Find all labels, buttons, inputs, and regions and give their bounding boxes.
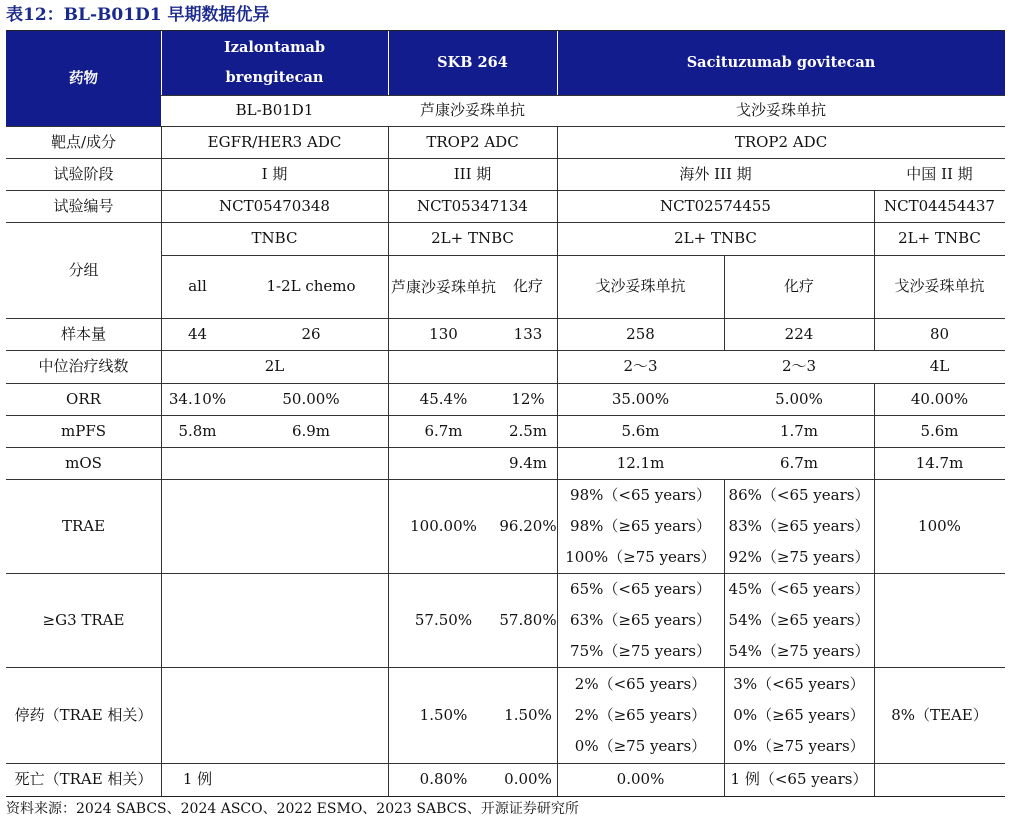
cell-mpfs-6: 1.7m: [779, 421, 819, 440]
cell-trae-4: 96.20%: [499, 516, 557, 535]
header-col2: SKB 264: [437, 54, 508, 71]
header-col-sacituzumab: [557, 31, 1005, 95]
cell-sample-3: 130: [429, 324, 458, 343]
cell-sample-4: 133: [513, 324, 543, 343]
cell-trial-2: NCT05347134: [417, 196, 528, 215]
trae-sacit-line: 98%（≥65 years）: [570, 516, 711, 535]
stop-chemo-line: 0%（≥75 years）: [733, 736, 865, 755]
cell-target-1: EGFR/HER3 ADC: [207, 132, 342, 151]
cell-mpfs-4: 2.5m: [508, 421, 548, 440]
row-label-mpfs: mPFS: [61, 421, 106, 440]
cell-stop-chemo: [724, 667, 874, 763]
cell-phase-4: 中国 II 期: [906, 164, 973, 183]
cell-target-3: TROP2 ADC: [734, 132, 828, 151]
cell-lines-c: 2～3: [781, 357, 817, 375]
cell-mpfs-1: 5.8m: [178, 421, 217, 440]
g3-chemo-line: 54%（≥75 years）: [728, 641, 870, 660]
g3-sacit-line: 75%（≥75 years）: [570, 641, 711, 660]
row-label-group: 分组: [68, 260, 99, 279]
cell-orr-6: 5.00%: [775, 389, 823, 408]
header-drug: 药物: [69, 69, 98, 87]
cell-death-1: 1 例: [182, 770, 213, 788]
header-divider: [388, 31, 389, 95]
g3-chemo-line: 45%（<65 years）: [728, 579, 870, 598]
cell-stop-sacit: [557, 667, 724, 763]
cell-orr-3: 45.4%: [419, 389, 468, 408]
cell-orr-7: 40.00%: [910, 389, 969, 408]
cell-g3-sacit: [557, 573, 724, 667]
cell-group-sub-6: 化疗: [783, 277, 814, 295]
cell-trial-1: NCT05470348: [219, 196, 330, 215]
cell-sample-2: 26: [301, 324, 321, 343]
cell-stop-3: 1.50%: [419, 705, 468, 724]
cell-sample-7: 80: [929, 324, 950, 343]
cell-phase-3: 海外 III 期: [679, 164, 752, 183]
cell-phase-2: III 期: [453, 164, 492, 183]
row-label-trae: TRAE: [61, 516, 106, 535]
row-label-lines: 中位治疗线数: [38, 357, 129, 375]
cell-group-top-1: TNBC: [251, 229, 298, 247]
cell-lines-b: 2～3: [623, 357, 658, 375]
cell-mos-5: 12.1m: [616, 453, 665, 472]
cell-mpfs-3: 6.7m: [424, 421, 463, 440]
row-label-g3-trae: ≥G3 TRAE: [42, 610, 125, 629]
row-label-orr: ORR: [66, 389, 101, 408]
cell-trial-3: NCT02574455: [660, 196, 771, 215]
cell-orr-4: 12%: [511, 389, 545, 408]
data-table: [6, 30, 1005, 797]
cell-group-sub-2: 1-2L chemo: [266, 277, 356, 295]
cell-mos-7: 14.7m: [915, 453, 964, 472]
cell-mpfs-7: 5.6m: [920, 421, 959, 440]
header-col1-line1: Izalontamab: [223, 39, 326, 56]
cell-death-6: 1 例（<65 years）: [730, 770, 868, 788]
cell-orr-2: 50.00%: [282, 389, 340, 408]
cell-name-skb: 芦康沙妥珠单抗: [419, 101, 525, 119]
cell-trae-7: 100%: [918, 516, 961, 535]
cell-group-sub-1: all: [188, 277, 207, 295]
cell-name-bl: BL-B01D1: [235, 101, 314, 119]
trae-chemo-line: 83%（≥65 years）: [728, 516, 870, 535]
cell-group-top-2: 2L+ TNBC: [431, 229, 514, 247]
cell-g3-4: 57.80%: [499, 610, 557, 629]
cell-g3-chemo: [724, 573, 874, 667]
cell-death-4: 0.00%: [504, 770, 552, 788]
cell-stop-4: 1.50%: [504, 705, 552, 724]
cell-group-sub-5: 戈沙妥珠单抗: [595, 277, 686, 295]
trae-chemo-line: 92%（≥75 years）: [728, 547, 870, 566]
header-divider: [557, 31, 558, 95]
cell-group-top-4: 2L+ TNBC: [898, 229, 981, 247]
cell-death-5: 0.00%: [616, 770, 665, 788]
trae-chemo-line: 86%（<65 years）: [728, 485, 870, 504]
stop-chemo-line: 3%（<65 years）: [733, 674, 865, 693]
cell-name-sacit: 戈沙妥珠单抗: [735, 101, 826, 119]
g3-sacit-line: 65%（<65 years）: [570, 579, 711, 598]
cell-group-sub-4: 化疗: [512, 277, 543, 295]
cell-trae-chemo: [724, 479, 874, 573]
stop-chemo-line: 0%（≥65 years）: [733, 705, 865, 724]
header-col3: Sacituzumab govitecan: [686, 54, 876, 71]
cell-trial-4: NCT04454437: [884, 196, 995, 215]
trae-sacit-line: 100%（≥75 years）: [565, 547, 716, 566]
cell-trae-3: 100.00%: [410, 516, 477, 535]
cell-trae-sacit: [557, 479, 724, 573]
row-label-sample: 样本量: [60, 324, 106, 343]
g3-sacit-line: 63%（≥65 years）: [570, 610, 711, 629]
table-title: 表12：BL-B01D1 早期数据优异: [6, 5, 270, 25]
trae-sacit-line: 98%（<65 years）: [570, 485, 711, 504]
cell-lines-a: 2L: [264, 357, 285, 375]
cell-sample-5: 258: [626, 324, 655, 343]
cell-mos-6: 6.7m: [779, 453, 819, 472]
header-col1-line2: brengitecan: [225, 69, 324, 86]
cell-stop-7: 8%（TEAE）: [891, 705, 988, 724]
row-label-death: 死亡（TRAE 相关）: [14, 770, 153, 788]
row-label-trial: 试验编号: [53, 196, 114, 215]
header-col-skb264: [388, 31, 557, 95]
cell-mos-4: 9.4m: [508, 453, 548, 472]
row-label-target: 靶点/成分: [50, 132, 117, 151]
row-label-phase: 试验阶段: [53, 164, 114, 183]
stop-sacit-line: 2%（<65 years）: [574, 674, 707, 693]
cell-g3-3: 57.50%: [414, 610, 473, 629]
cell-lines-d: 4L: [929, 357, 950, 375]
source-note: 资料来源：2024 SABCS、2024 ASCO、2022 ESMO、2023 SABCS、开源证券研究所: [6, 801, 579, 817]
row-label-discontinuation: 停药（TRAE 相关）: [14, 705, 153, 724]
header-drug-cell: [6, 31, 161, 126]
cell-group-top-3: 2L+ TNBC: [674, 229, 757, 247]
cell-sample-6: 224: [784, 324, 814, 343]
header-col-bl-b01d1: [161, 31, 388, 95]
cell-group-sub-7: 戈沙妥珠单抗: [894, 277, 985, 295]
cell-death-3: 0.80%: [419, 770, 468, 788]
g3-chemo-line: 54%（≥65 years）: [728, 610, 870, 629]
cell-target-2: TROP2 ADC: [426, 132, 519, 151]
cell-orr-1: 34.10%: [168, 389, 227, 408]
cell-sample-1: 44: [187, 324, 208, 343]
stop-sacit-line: 0%（≥75 years）: [574, 736, 707, 755]
cell-mpfs-2: 6.9m: [291, 421, 331, 440]
cell-phase-1: I 期: [261, 164, 288, 183]
stop-sacit-line: 2%（≥65 years）: [574, 705, 707, 724]
cell-mpfs-5: 5.6m: [621, 421, 660, 440]
cell-orr-5: 35.00%: [611, 389, 670, 408]
row-label-mos: mOS: [65, 453, 102, 472]
cell-group-sub-3: 芦康沙妥珠单抗: [390, 277, 496, 296]
